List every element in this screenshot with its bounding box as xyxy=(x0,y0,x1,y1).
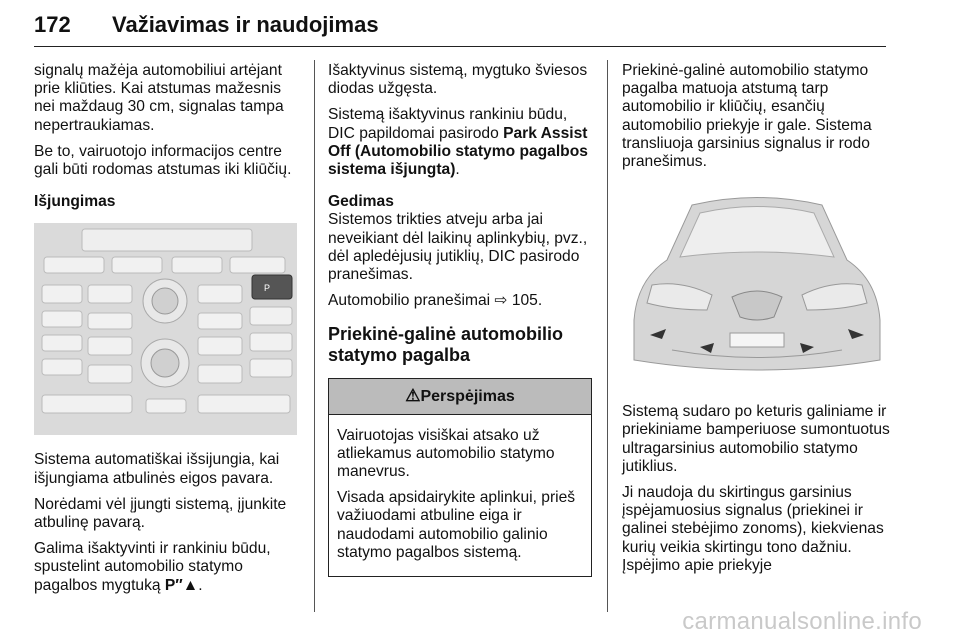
paragraph: Sistemos trikties atveju arba jai neveikiant dėl laikinų aplinkybių, pvz., dėl apledėjusių jutiklių, DIC pasirodo pranešimas. xyxy=(328,211,588,284)
paragraph: signalų mažėja automobiliui artėjant prie kliūties. Kai atstumas mažesnis nei maždaug 30 cm, signalas tampa nepertraukiamas. xyxy=(34,62,284,134)
paragraph: Be to, vairuotojo informacijos centre gali būti rodomas atstumas iki kliūčių. xyxy=(34,142,292,179)
column-3 xyxy=(622,62,892,583)
paragraph: Priekinė-galinė automobilio statymo pagalba matuoja atstumą tarp automobilio ir kliūčių, esančių automobilio priekyje ir gale. Sistema transliuoja garsinius signalus ir rodo pranešimus. xyxy=(622,62,872,171)
paragraph: Sistemą sudaro po keturis galiniame ir priekiniame bamperiuose sumontuotus ultragarsinius automobilio statymo jutiklius. xyxy=(622,403,890,475)
subheading-disable: Išjungimas xyxy=(34,193,116,211)
paragraph: Norėdami vėl įjungti sistemą, įjunkite atbulinę pavarą. xyxy=(34,495,287,532)
section-title: Priekinė-galinė automobilio statymo pagalba xyxy=(328,324,564,366)
warning-paragraph: Visada apsidairykite aplinkui, prieš važiuodami atbuline eiga ir naudodami automobilio galinio statymo pagalbos sistemą. xyxy=(337,489,576,561)
page-number: 172 xyxy=(34,12,71,37)
park-assist-button-label: P xyxy=(264,283,271,294)
column-2 xyxy=(328,62,593,577)
paragraph: Automobilio pranešimai ⇨ 105. xyxy=(328,292,543,310)
column-1 xyxy=(34,62,302,603)
warning-triangle-icon: ⚠ xyxy=(405,386,421,406)
car-front-sensors-illustration xyxy=(622,185,892,385)
warning-paragraph: Vairuotojas visiškai atsako už atliekamus automobilio statymo manevrus. xyxy=(337,426,555,481)
paragraph: Galima išaktyvinti ir rankiniu būdu, spustelint automobilio statymo pagalbos mygtuką P″▲. xyxy=(34,540,271,594)
paragraph: Ji naudoja du skirtingus garsinius įspėjamuosius signalus (priekinei ir galinei stebėjimo zonoms), kiekvienas kurių veikia skirtingu tono dažniu. Įspėjimo apie priekyje xyxy=(622,484,884,574)
console-buttons-illustration xyxy=(34,223,297,435)
park-assist-symbol: P″▲ xyxy=(164,576,199,594)
watermark: carmanualsonline.info xyxy=(682,608,922,635)
dic-message: Park Assist Off (Automobilio statymo pagalbos sistema išjungta) xyxy=(328,124,588,179)
page-header xyxy=(34,2,886,47)
paragraph: Išaktyvinus sistemą, mygtuko šviesos diodas užgęsta. xyxy=(328,62,588,98)
column-divider xyxy=(607,60,608,612)
warning-header xyxy=(329,379,591,414)
column-divider xyxy=(314,60,315,612)
paragraph: Sistema automatiškai išsijungia, kai išjungiama atbulinės eigos pavara. xyxy=(34,451,280,487)
page-ref-arrow-icon: ⇨ xyxy=(494,292,508,310)
warning-title: Perspėjimas xyxy=(420,388,515,406)
subheading-fault: Gedimas xyxy=(328,193,394,211)
warning-box xyxy=(328,378,592,577)
warning-body xyxy=(329,415,591,576)
page-title: Važiavimas ir naudojimas xyxy=(112,12,379,37)
paragraph: Sistemą išaktyvinus rankiniu būdu, DIC papildomai pasirodo Park Assist Off (Automobilio statymo pagalbos sistema išjungta). xyxy=(328,106,588,179)
